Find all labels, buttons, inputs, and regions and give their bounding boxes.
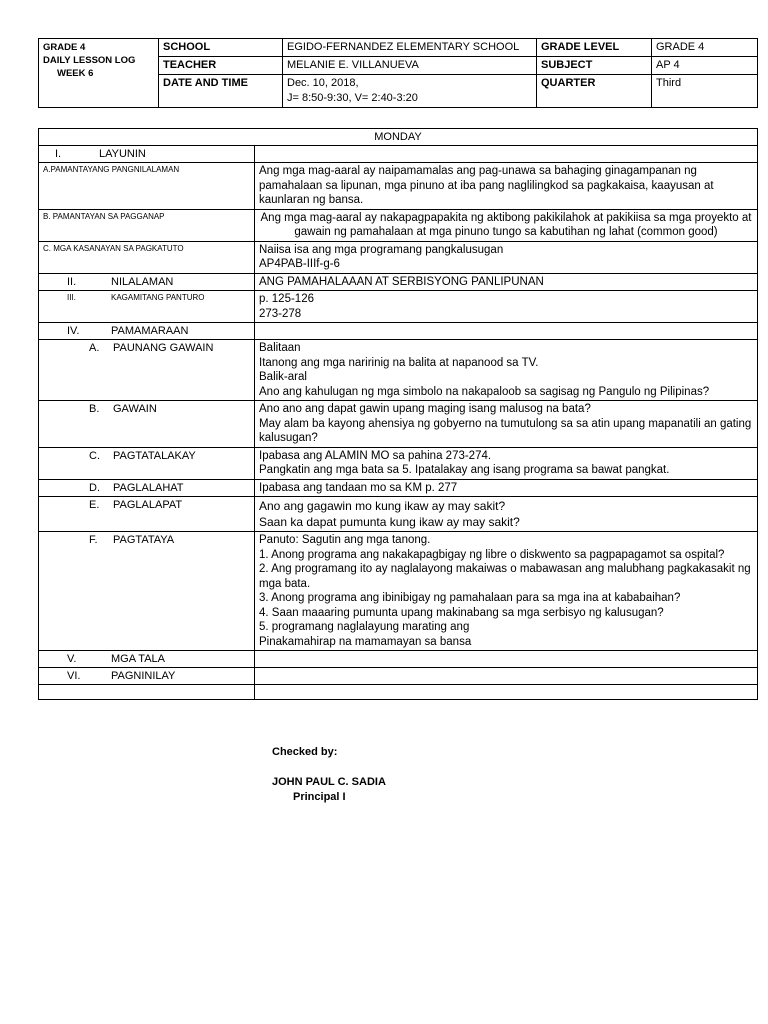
- section-label: MGA TALA: [111, 653, 166, 665]
- section-label: PAMAMARAAN: [111, 325, 189, 337]
- layunin-content: [255, 146, 758, 163]
- tala-row: [39, 651, 255, 668]
- kasanayan-code: AP4PAB-IIIf-g-6: [259, 258, 340, 270]
- kagamitan-text: [255, 291, 758, 323]
- nilalaman-text: ANG PAMAHALAAAN AT SERBISYONG PANLIPUNAN: [255, 273, 758, 291]
- pagninilay-content: [255, 668, 758, 685]
- step-number: D.: [89, 481, 100, 494]
- step-number: C.: [89, 449, 100, 462]
- step-line: Balik-aral: [259, 371, 307, 383]
- step-line: Itanong ang mga naririnig na balita at napanood sa TV.: [259, 356, 539, 369]
- section-number: VI.: [67, 670, 81, 682]
- step-number: B.: [89, 403, 100, 415]
- step-label: PAGTATALAKAY: [113, 449, 196, 462]
- section-number: V.: [67, 653, 77, 665]
- step-number: A.: [89, 342, 100, 354]
- step-content: [255, 497, 758, 532]
- pamantayang-pangnilalaman-label: A.PAMANTAYANG PANGNILALAMAN: [39, 163, 255, 210]
- pamamaraan-row: [39, 323, 255, 340]
- step-content: [255, 340, 758, 401]
- step-label: PAGTATAYA: [113, 534, 175, 546]
- principal-name: JOHN PAUL C. SADIA: [272, 776, 386, 788]
- pamantayan-sa-pagganap-text: Ang mga mag-aaral ay nakapagpapakita ng aktibong pakikilahok at pakikiisa sa mga proyekto at gawain ng pamahalaan at mga pinuno tungo sa kabutihan ng lahat (common good): [255, 209, 758, 241]
- quarter-value: Third: [652, 75, 758, 108]
- step-line: Saan ka dapat pumunta kung ikaw ay may sakit?: [259, 515, 520, 529]
- week-label: WEEK 6: [57, 68, 94, 79]
- step-line: Ipabasa ang ALAMIN MO sa pahina 273-274.: [259, 449, 492, 462]
- time-line: J= 8:50-9:30, V= 2:40-3:20: [287, 92, 418, 104]
- teacher-value: MELANIE E. VILLANUEVA: [283, 57, 537, 75]
- step-number: E.: [89, 499, 100, 511]
- empty-cell: [255, 685, 758, 700]
- pagninilay-row: [39, 668, 255, 685]
- tala-content: [255, 651, 758, 668]
- step-label: PAGLALAHAT: [113, 481, 184, 494]
- pamamaraan-content: [255, 323, 758, 340]
- kasanayan-label: C. MGA KASANAYAN SA PAGKATUTO: [39, 241, 255, 273]
- teacher-label: TEACHER: [159, 57, 283, 75]
- step-row: [39, 340, 255, 401]
- step-label: GAWAIN: [113, 403, 157, 415]
- section-number: III.: [67, 293, 76, 302]
- section-number: I.: [55, 148, 62, 160]
- step-line: Ipabasa ang tandaan mo sa KM p. 277: [259, 481, 458, 494]
- quarter-label: QUARTER: [537, 75, 652, 108]
- principal-title: Principal I: [293, 791, 346, 803]
- section-label: KAGAMITANG PANTURO: [111, 293, 205, 302]
- step-line: Panuto: Sagutin ang mga tanong.: [259, 534, 431, 546]
- school-label: SCHOOL: [159, 39, 283, 57]
- pamantayan-sa-pagganap-label: B. PAMANTAYAN SA PAGGANAP: [39, 209, 255, 241]
- grade-level-label: GRADE LEVEL: [537, 39, 652, 57]
- page-range-1: p. 125-126: [259, 293, 314, 305]
- log-info: [39, 39, 159, 108]
- step-row: [39, 532, 255, 651]
- checked-by-label: Checked by:: [272, 746, 338, 758]
- kasanayan-line: Naiisa isa ang mga programang pangkalusugan: [259, 243, 504, 256]
- header-table: [38, 38, 758, 108]
- kasanayan-text: [255, 241, 758, 273]
- step-row: [39, 447, 255, 479]
- nilalaman-row: [39, 273, 255, 291]
- step-content: [255, 447, 758, 479]
- kagamitan-row: [39, 291, 255, 323]
- step-line: Ano ano ang dapat gawin upang maging isang malusog na bata?: [259, 403, 591, 415]
- log-title: DAILY LESSON LOG: [43, 55, 136, 66]
- date-label: DATE AND TIME: [159, 75, 283, 108]
- step-content: [255, 532, 758, 651]
- section-label: PAGNINILAY: [111, 670, 176, 682]
- step-line: Pangkatin ang mga bata sa 5. Ipatalakay ang isang programa sa bawat pangkat.: [259, 464, 670, 476]
- page-range-2: 273-278: [259, 307, 302, 320]
- step-line: Balitaan: [259, 342, 301, 354]
- date-value: [283, 75, 537, 108]
- subject-label: SUBJECT: [537, 57, 652, 75]
- step-label: PAUNANG GAWAIN: [113, 342, 214, 354]
- step-number: F.: [89, 534, 98, 546]
- step-line: May alam ba kayong ahensiya ng gobyerno na tumutulong sa sa atin upang mapanatili an gating kalusugan?: [259, 417, 752, 444]
- step-line: Ano ang gagawin mo kung ikaw ay may sakit?: [259, 499, 506, 513]
- step-row: [39, 497, 255, 532]
- section-number: II.: [67, 275, 77, 288]
- step-line: 3. Anong programa ang ibinibigay ng pamahalaan para sa mga ina at kababaihan?: [259, 592, 681, 604]
- section-label: LAYUNIN: [99, 148, 146, 160]
- date-line: Dec. 10, 2018,: [287, 77, 359, 89]
- step-line: 1. Anong programa ang nakakapagbigay ng libre o diskwento sa pagpapagamot sa ospital?: [259, 548, 725, 561]
- step-row: [39, 401, 255, 448]
- step-content: [255, 479, 758, 497]
- step-line: 2. Ang programang ito ay naglalayong makaiwas o mabawasan ang malubhang pagkakasakit ng mga bata.: [259, 563, 751, 590]
- step-label: PAGLALAPAT: [113, 499, 183, 511]
- pamantayang-pangnilalaman-text: Ang mga mag-aaral ay naipamamalas ang pag-unawa sa bahaging ginagampanan ng pamahalaan sa lipunan, mga pinuno at iba pang naglilingkod sa pagkakaisa, kaayusan at kaunlaran ng bansa.: [255, 163, 758, 210]
- step-line: 5. programang naglalayung marating ang: [259, 621, 470, 633]
- section-number: IV.: [67, 325, 80, 337]
- day-heading: MONDAY: [39, 129, 758, 146]
- step-content: [255, 401, 758, 448]
- grade-label: GRADE 4: [43, 42, 86, 53]
- step-line: Pinakamahirap na mamamayan sa bansa: [259, 635, 472, 648]
- grade-level-value: GRADE 4: [652, 39, 758, 57]
- step-line: 4. Saan maaaring pumunta upang makinabang sa mga serbisyo ng kalusugan?: [259, 606, 664, 619]
- step-row: [39, 479, 255, 497]
- section-label: NILALAMAN: [111, 275, 174, 288]
- school-value: EGIDO-FERNANDEZ ELEMENTARY SCHOOL: [283, 39, 537, 57]
- lesson-table: [38, 128, 758, 700]
- empty-cell: [39, 685, 255, 700]
- layunin-row: [39, 146, 255, 163]
- step-line: Ano ang kahulugan ng mga simbolo na nakapaloob sa sagisag ng Pangulo ng Pilipinas?: [259, 385, 710, 398]
- subject-value: AP 4: [652, 57, 758, 75]
